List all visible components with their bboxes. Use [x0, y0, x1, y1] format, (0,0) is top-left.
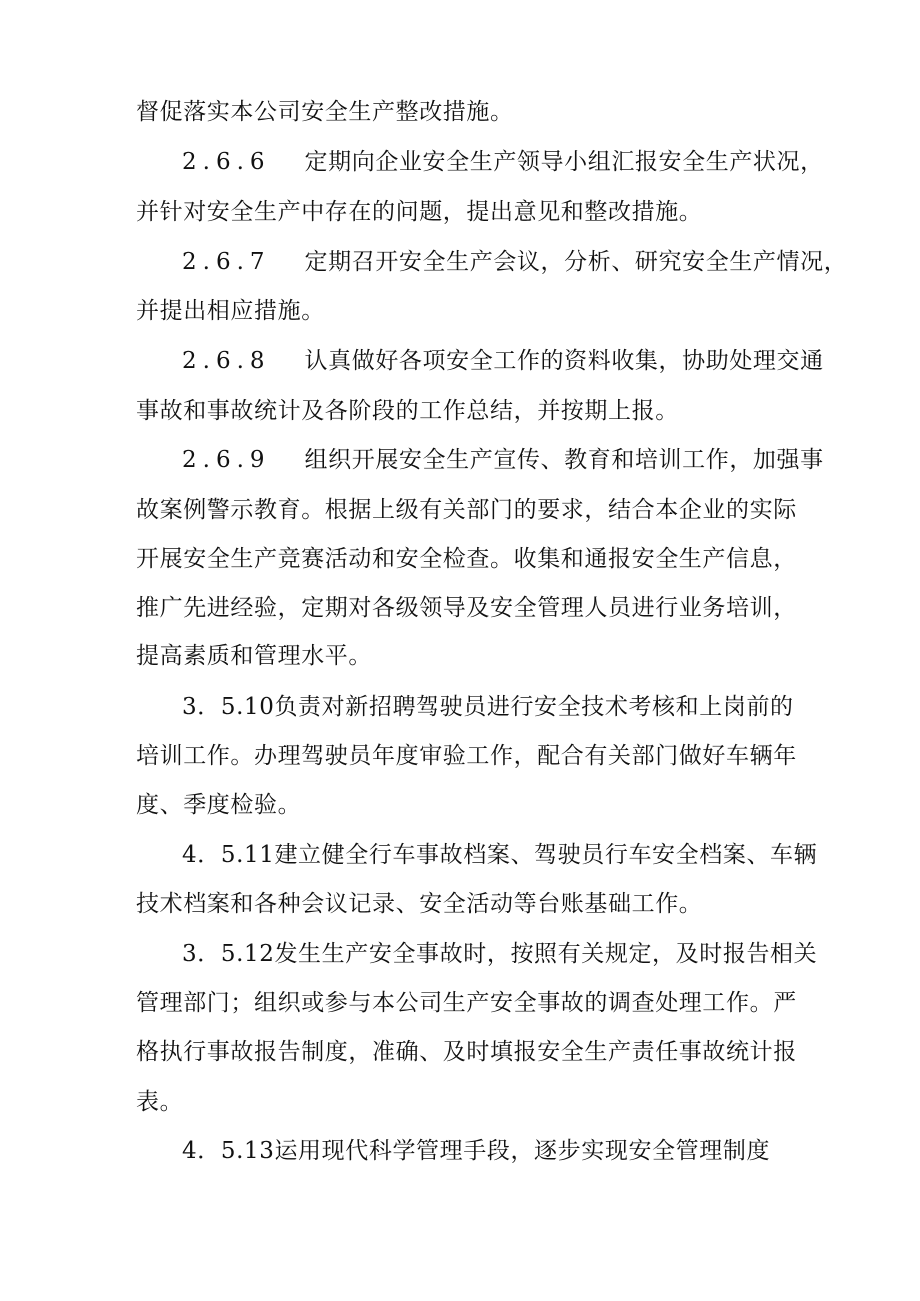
clause-3-5-10: 3．5.10负责对新招聘驾驶员进行安全技术考核和上岗前的: [182, 694, 794, 720]
clause-2-6-8: 2.6.8 认真做好各项安全工作的资料收集，协助处理交通: [182, 348, 824, 374]
clause-2-6-6: 2.6.6 定期向企业安全生产领导小组汇报安全生产状况，: [182, 149, 824, 175]
text-line: 表。: [136, 1089, 184, 1115]
text-line: 事故和事故统计及各阶段的工作总结，并按期上报。: [136, 398, 679, 424]
text-line: 故案例警示教育。根据上级有关部门的要求，结合本企业的实际: [136, 497, 797, 523]
text-line: 技术档案和各种会议记录、安全活动等台账基础工作。: [136, 891, 703, 917]
clause-4-5-11: 4．5.11建立健全行车事故档案、驾驶员行车安全档案、车辆: [182, 842, 818, 868]
text-line: 督促落实本公司安全生产整改措施。: [136, 99, 514, 125]
text-line: 提高素质和管理水平。: [136, 643, 372, 669]
text-line: 推广先进经验，定期对各级领导及安全管理人员进行业务培训，: [136, 595, 797, 621]
text-line: 管理部门；组织或参与本公司生产安全事故的调查处理工作。严: [136, 990, 797, 1016]
text-line: 格执行事故报告制度，准确、及时填报安全生产责任事故统计报: [136, 1039, 797, 1065]
clause-number: 2.6.9: [182, 447, 271, 473]
text-line: 并提出相应措施。: [136, 298, 325, 324]
text-line: 并针对安全生产中存在的问题，提出意见和整改措施。: [136, 199, 703, 225]
text-line: 度、季度检验。: [136, 792, 302, 818]
clause-2-6-9: 2.6.9 组织开展安全生产宣传、教育和培训工作，加强事: [182, 447, 824, 473]
clause-2-6-7: 2.6.7 定期召开安全生产会议，分析、研究安全生产情况，: [182, 249, 848, 275]
clause-number: 2.6.6: [182, 149, 271, 175]
clause-3-5-12: 3．5.12发生生产安全事故时，按照有关规定，及时报告相关: [182, 941, 818, 967]
text-line: 开展安全生产竞赛活动和安全检查。收集和通报安全生产信息，: [136, 546, 797, 572]
clause-number: 2.6.7: [182, 249, 271, 275]
text-line: 培训工作。办理驾驶员年度审验工作，配合有关部门做好车辆年: [136, 743, 797, 769]
clause-4-5-13: 4．5.13运用现代科学管理手段，逐步实现安全管理制度: [182, 1138, 771, 1164]
clause-number: 2.6.8: [182, 348, 271, 374]
